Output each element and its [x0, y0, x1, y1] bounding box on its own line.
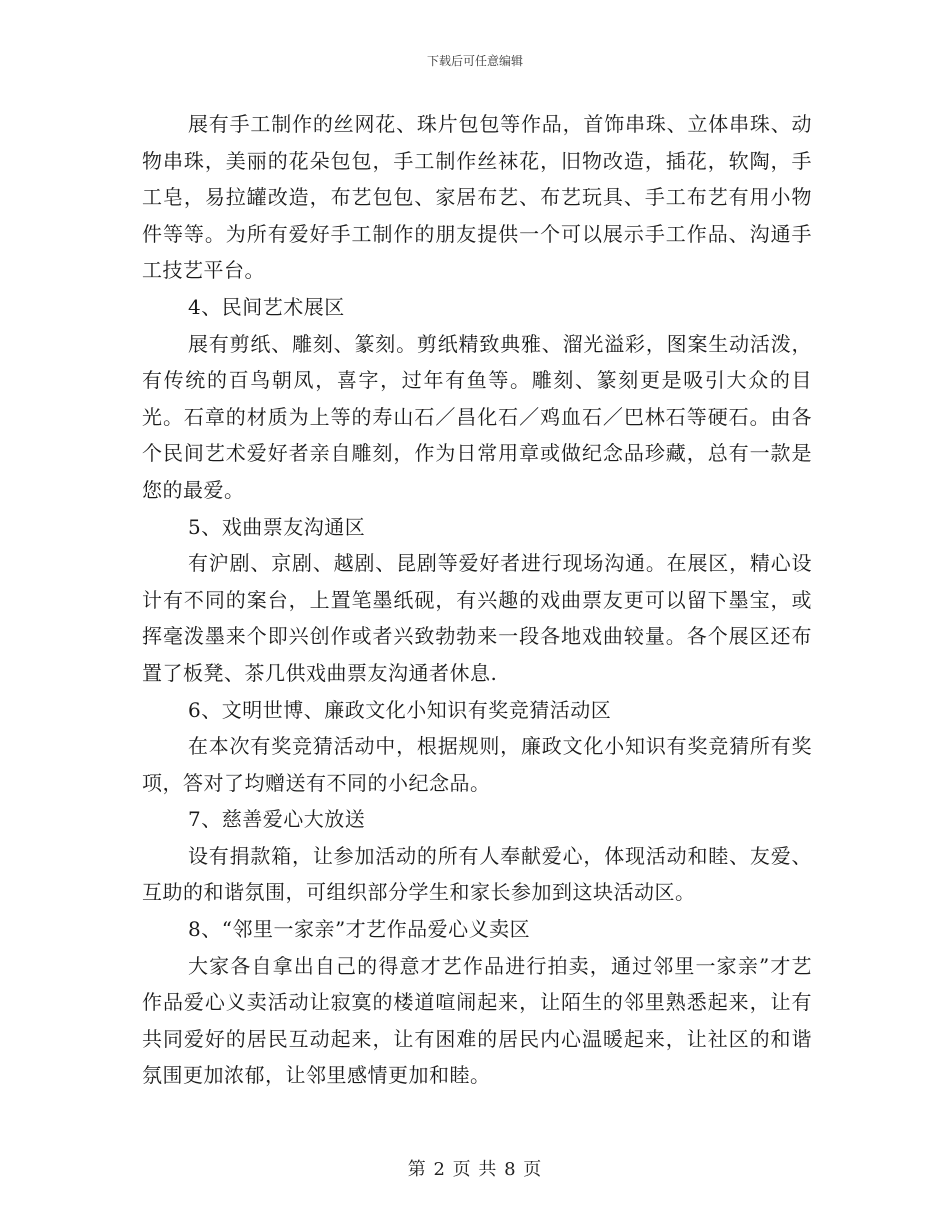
document-body [142, 106, 812, 1094]
page-header: 下载后可任意编辑 [426, 54, 523, 68]
paragraph-folk-art: 展有剪纸、雕刻、篆刻。剪纸精致典雅、溜光溢彩，图案生动活泼，有传统的百鸟朝凤，喜字，过年有鱼等。雕刻、篆刻更是吸引大众的目光。石章的材质为上等的寿山石／昌化石／鸡血石／巴林石等硬石。由各个民间艺术爱好者亲自雕刻，作为日常用章或做纪念品珍藏，总有一款是您的最爱。 [142, 331, 812, 502]
section-heading-charity-sale: 8、“邻里一家亲”才艺作品爱心义卖区 [188, 917, 531, 942]
paragraph-charity: 设有捐款箱，让参加活动的所有人奉献爱心，体现活动和睦、友爱、互助的和谐氛围，可组织部分学生和家长参加到这块活动区。 [142, 843, 812, 905]
page-number: 第 2 页 共 8 页 [407, 1159, 543, 1180]
section-heading-charity: 7、慈善爱心大放送 [188, 807, 366, 832]
paragraph-charity-sale: 大家各自拿出自己的得意才艺作品进行拍卖，通过邻里一家亲”才艺作品爱心义卖活动让寂寞的楼道喧闹起来，让陌生的邻里熟悉起来，让有共同爱好的居民互动起来，让有困难的居民内心温暖起来，让社区的和谐氛围更加浓郁，让邻里感情更加和睦。 [142, 953, 812, 1088]
paragraph-handicraft-description: 展有手工制作的丝网花、珠片包包等作品，首饰串珠、立体串珠、动物串珠，美丽的花朵包包，手工制作丝袜花，旧物改造，插花，软陶，手工皂，易拉罐改造，布艺包包、家居布艺、布艺玩具、手工布艺有用小物件等等。为所有爱好手工制作的朋友提供一个可以展示手工作品、沟通手工技艺平台。 [142, 112, 812, 283]
paragraph-opera: 有沪剧、京剧、越剧、昆剧等爱好者进行现场沟通。在展区，精心设计有不同的案台，上置笔墨纸砚，有兴趣的戏曲票友更可以留下墨宝，或挥毫泼墨来个即兴创作或者兴致勃勃来一段各地戏曲较量。各个展区还布置了板凳、茶几供戏曲票友沟通者休息. [142, 551, 812, 685]
section-heading-opera: 5、戏曲票友沟通区 [188, 514, 366, 539]
paragraph-quiz: 在本次有奖竞猜活动中，根据规则，廉政文化小知识有奖竞猜所有奖项，答对了均赠送有不同的小纪念品。 [142, 734, 812, 795]
section-heading-folk-art: 4、民间艺术展区 [188, 294, 345, 319]
section-heading-quiz: 6、文明世博、廉政文化小知识有奖竞猜活动区 [188, 697, 612, 722]
